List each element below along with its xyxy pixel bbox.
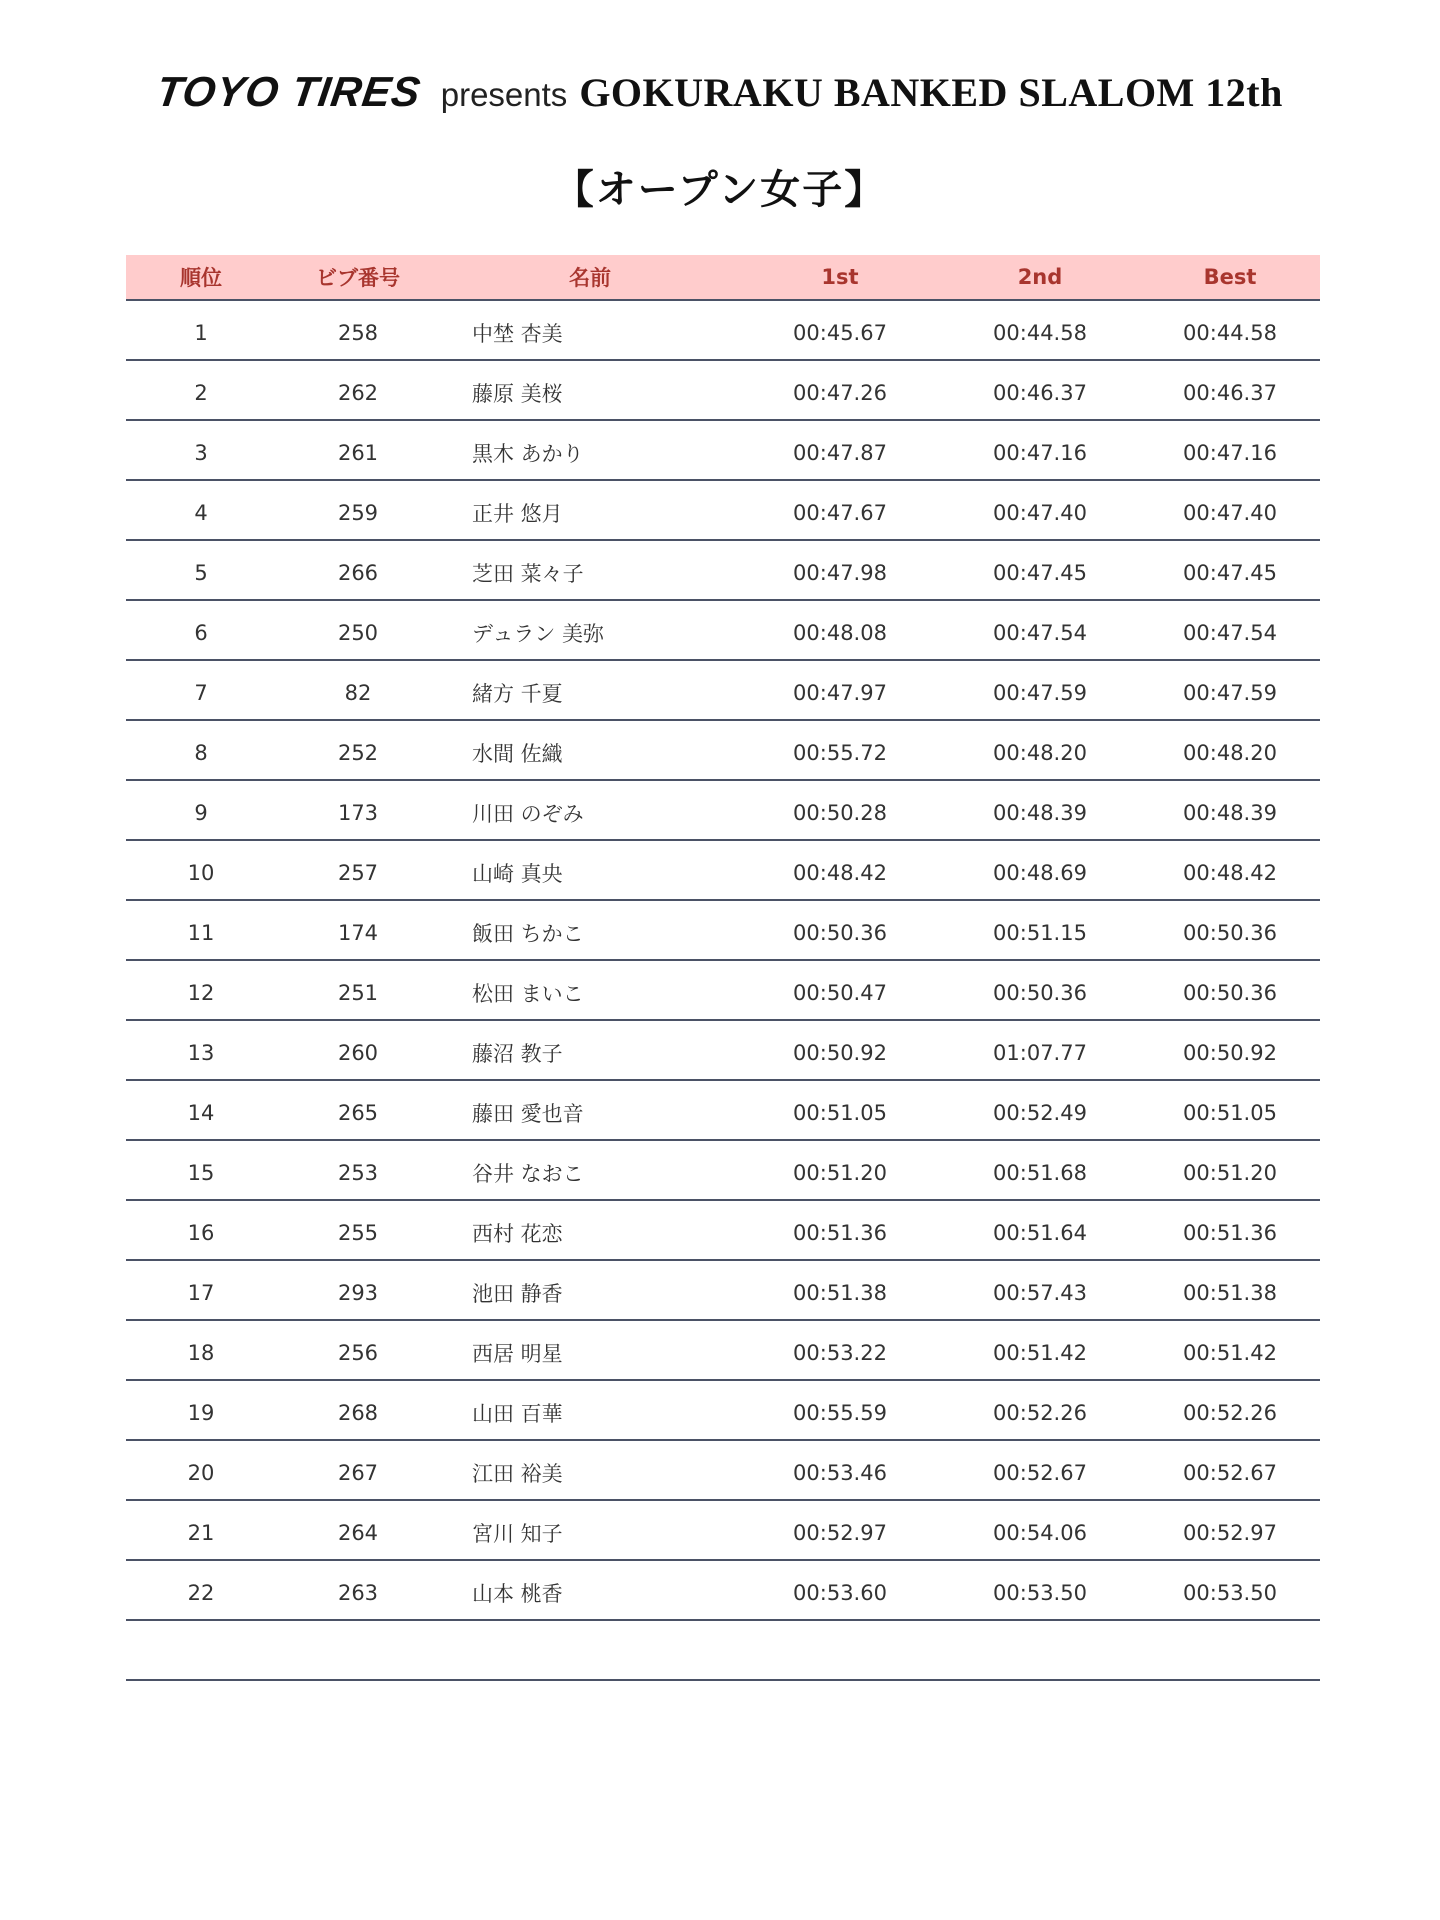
name-cell: 中埜 杏美 (472, 322, 563, 346)
bib-cell: 173 (337, 801, 379, 825)
table-row (126, 661, 1320, 721)
best-time-cell: 00:47.40 (1183, 501, 1277, 525)
first-run-cell: 00:50.92 (793, 1041, 887, 1065)
rank-cell: 2 (194, 381, 208, 405)
best-time-cell: 00:51.36 (1183, 1221, 1277, 1245)
event-title: GOKURAKU BANKED SLALOM 12th (579, 70, 1283, 115)
name-cell: 山本 桃香 (472, 1582, 563, 1606)
bib-cell: 259 (337, 501, 379, 525)
table-row (126, 901, 1320, 961)
bib-cell: 251 (337, 981, 379, 1005)
rank-cell: 14 (187, 1101, 215, 1125)
name-cell: 西居 明星 (472, 1342, 563, 1366)
table-row (126, 841, 1320, 901)
bib-cell: 255 (337, 1221, 379, 1245)
first-run-cell: 00:51.05 (793, 1101, 887, 1125)
rank-cell: 5 (194, 561, 208, 585)
best-time-cell: 00:52.67 (1183, 1461, 1277, 1485)
second-run-cell: 00:54.06 (993, 1521, 1087, 1545)
first-run-cell: 00:47.87 (793, 441, 887, 465)
bib-cell: 250 (337, 621, 379, 645)
best-time-cell: 00:50.36 (1183, 981, 1277, 1005)
second-run-cell: 00:47.45 (993, 561, 1087, 585)
rank-cell: 7 (194, 681, 208, 705)
first-run-cell: 00:47.98 (793, 561, 887, 585)
table-row (126, 1441, 1320, 1501)
brand-logo: TOYO TIRES (153, 68, 425, 115)
table-row (126, 601, 1320, 661)
bib-cell: 82 (344, 681, 372, 705)
best-time-cell: 00:47.16 (1183, 441, 1277, 465)
first-run-cell: 00:53.60 (793, 1581, 887, 1605)
column-header-2nd: 2nd (1017, 265, 1063, 289)
rank-cell: 18 (187, 1341, 215, 1365)
rank-cell: 11 (187, 921, 215, 945)
table-row (126, 1081, 1320, 1141)
name-cell: 藤沼 教子 (472, 1042, 563, 1066)
second-run-cell: 00:48.69 (993, 861, 1087, 885)
bib-cell: 260 (337, 1041, 379, 1065)
name-cell: 宮川 知子 (472, 1522, 563, 1546)
bib-cell: 293 (337, 1281, 379, 1305)
best-time-cell: 00:47.54 (1183, 621, 1277, 645)
bib-cell: 256 (337, 1341, 379, 1365)
name-cell: 谷井 なおこ (472, 1162, 584, 1186)
best-time-cell: 00:47.59 (1183, 681, 1277, 705)
second-run-cell: 00:57.43 (993, 1281, 1087, 1305)
second-run-cell: 00:48.20 (993, 741, 1087, 765)
rank-cell: 8 (194, 741, 208, 765)
rank-cell: 10 (187, 861, 215, 885)
first-run-cell: 00:51.36 (793, 1221, 887, 1245)
first-run-cell: 00:47.26 (793, 381, 887, 405)
bib-cell: 266 (337, 561, 379, 585)
second-run-cell: 00:53.50 (993, 1581, 1087, 1605)
best-time-cell: 00:46.37 (1183, 381, 1277, 405)
table-row (126, 1141, 1320, 1201)
first-run-cell: 00:45.67 (793, 321, 887, 345)
rank-cell: 4 (194, 501, 208, 525)
name-cell: 山崎 真央 (472, 862, 563, 886)
second-run-cell: 00:52.26 (993, 1401, 1087, 1425)
first-run-cell: 00:53.22 (793, 1341, 887, 1365)
first-run-cell: 00:47.67 (793, 501, 887, 525)
column-header-best: Best (1203, 265, 1257, 289)
presents-text: presents (440, 76, 568, 113)
second-run-cell: 00:52.49 (993, 1101, 1087, 1125)
name-cell: 江田 裕美 (472, 1462, 563, 1486)
second-run-cell: 00:44.58 (993, 321, 1087, 345)
rank-cell: 21 (187, 1521, 215, 1545)
second-run-cell: 00:47.54 (993, 621, 1087, 645)
column-header-name: 名前 (569, 266, 611, 290)
name-cell: 山田 百華 (472, 1402, 563, 1426)
table-row (126, 1261, 1320, 1321)
bib-cell: 252 (337, 741, 379, 765)
table-row (126, 301, 1320, 361)
bib-cell: 258 (337, 321, 379, 345)
first-run-cell: 00:48.42 (793, 861, 887, 885)
name-cell: 川田 のぞみ (472, 802, 584, 826)
second-run-cell: 00:50.36 (993, 981, 1087, 1005)
first-run-cell: 00:51.38 (793, 1281, 887, 1305)
name-cell: 芝田 菜々子 (472, 562, 584, 586)
bib-cell: 262 (337, 381, 379, 405)
best-time-cell: 00:50.92 (1183, 1041, 1277, 1065)
table-row (126, 961, 1320, 1021)
second-run-cell: 00:47.16 (993, 441, 1087, 465)
name-cell: 池田 静香 (472, 1282, 563, 1306)
table-empty-row (126, 1621, 1320, 1681)
table-row (126, 421, 1320, 481)
first-run-cell: 00:55.59 (793, 1401, 887, 1425)
bib-cell: 267 (337, 1461, 379, 1485)
first-run-cell: 00:50.36 (793, 921, 887, 945)
name-cell: 緒方 千夏 (472, 682, 563, 706)
table-row (126, 1381, 1320, 1441)
second-run-cell: 00:47.59 (993, 681, 1087, 705)
best-time-cell: 00:52.26 (1183, 1401, 1277, 1425)
name-cell: 松田 まいこ (472, 982, 584, 1006)
bib-cell: 263 (337, 1581, 379, 1605)
second-run-cell: 00:51.42 (993, 1341, 1087, 1365)
name-cell: 西村 花恋 (472, 1222, 563, 1246)
table-header (126, 255, 1320, 301)
best-time-cell: 00:48.42 (1183, 861, 1277, 885)
first-run-cell: 00:50.47 (793, 981, 887, 1005)
results-table (126, 255, 1320, 1681)
rank-cell: 9 (194, 801, 208, 825)
table-row (126, 1321, 1320, 1381)
event-header (0, 68, 1440, 128)
table-body (126, 301, 1320, 1621)
first-run-cell: 00:48.08 (793, 621, 887, 645)
column-header-rank: 順位 (180, 266, 222, 290)
name-cell: 正井 悠月 (472, 502, 563, 526)
best-time-cell: 00:53.50 (1183, 1581, 1277, 1605)
table-row (126, 1561, 1320, 1621)
rank-cell: 22 (187, 1581, 215, 1605)
second-run-cell: 00:47.40 (993, 501, 1087, 525)
bib-cell: 265 (337, 1101, 379, 1125)
best-time-cell: 00:51.05 (1183, 1101, 1277, 1125)
second-run-cell: 00:51.15 (993, 921, 1087, 945)
rank-cell: 15 (187, 1161, 215, 1185)
table-row (126, 361, 1320, 421)
table-row (126, 1501, 1320, 1561)
second-run-cell: 01:07.77 (993, 1041, 1087, 1065)
rank-cell: 17 (187, 1281, 215, 1305)
table-row (126, 721, 1320, 781)
rank-cell: 16 (187, 1221, 215, 1245)
rank-cell: 13 (187, 1041, 215, 1065)
table-row (126, 1201, 1320, 1261)
name-cell: 藤田 愛也音 (472, 1102, 584, 1126)
column-header-1st: 1st (821, 265, 859, 289)
table-row (126, 1021, 1320, 1081)
rank-cell: 1 (194, 321, 208, 345)
best-time-cell: 00:52.97 (1183, 1521, 1277, 1545)
name-cell: 飯田 ちかこ (472, 922, 584, 946)
best-time-cell: 00:51.20 (1183, 1161, 1277, 1185)
best-time-cell: 00:51.42 (1183, 1341, 1277, 1365)
second-run-cell: 00:51.64 (993, 1221, 1087, 1245)
column-header-bib: ビブ番号 (316, 266, 400, 290)
first-run-cell: 00:51.20 (793, 1161, 887, 1185)
second-run-cell: 00:51.68 (993, 1161, 1087, 1185)
rank-cell: 3 (194, 441, 208, 465)
best-time-cell: 00:48.39 (1183, 801, 1277, 825)
best-time-cell: 00:48.20 (1183, 741, 1277, 765)
name-cell: 水間 佐織 (472, 742, 563, 766)
first-run-cell: 00:53.46 (793, 1461, 887, 1485)
second-run-cell: 00:52.67 (993, 1461, 1087, 1485)
first-run-cell: 00:55.72 (793, 741, 887, 765)
first-run-cell: 00:52.97 (793, 1521, 887, 1545)
best-time-cell: 00:51.38 (1183, 1281, 1277, 1305)
category-title: 【オープン女子】 (553, 167, 887, 213)
rank-cell: 19 (187, 1401, 215, 1425)
name-cell: デュラン 美弥 (472, 622, 605, 646)
first-run-cell: 00:47.97 (793, 681, 887, 705)
name-cell: 黒木 あかり (472, 442, 584, 466)
bib-cell: 253 (337, 1161, 379, 1185)
best-time-cell: 00:50.36 (1183, 921, 1277, 945)
bib-cell: 261 (337, 441, 379, 465)
table-row (126, 541, 1320, 601)
second-run-cell: 00:46.37 (993, 381, 1087, 405)
second-run-cell: 00:48.39 (993, 801, 1087, 825)
first-run-cell: 00:50.28 (793, 801, 887, 825)
best-time-cell: 00:44.58 (1183, 321, 1277, 345)
bib-cell: 174 (337, 921, 379, 945)
bib-cell: 268 (337, 1401, 379, 1425)
rank-cell: 20 (187, 1461, 215, 1485)
table-row (126, 481, 1320, 541)
table-row (126, 781, 1320, 841)
best-time-cell: 00:47.45 (1183, 561, 1277, 585)
name-cell: 藤原 美桜 (472, 382, 563, 406)
rank-cell: 12 (187, 981, 215, 1005)
rank-cell: 6 (194, 621, 208, 645)
bib-cell: 264 (337, 1521, 379, 1545)
bib-cell: 257 (337, 861, 379, 885)
